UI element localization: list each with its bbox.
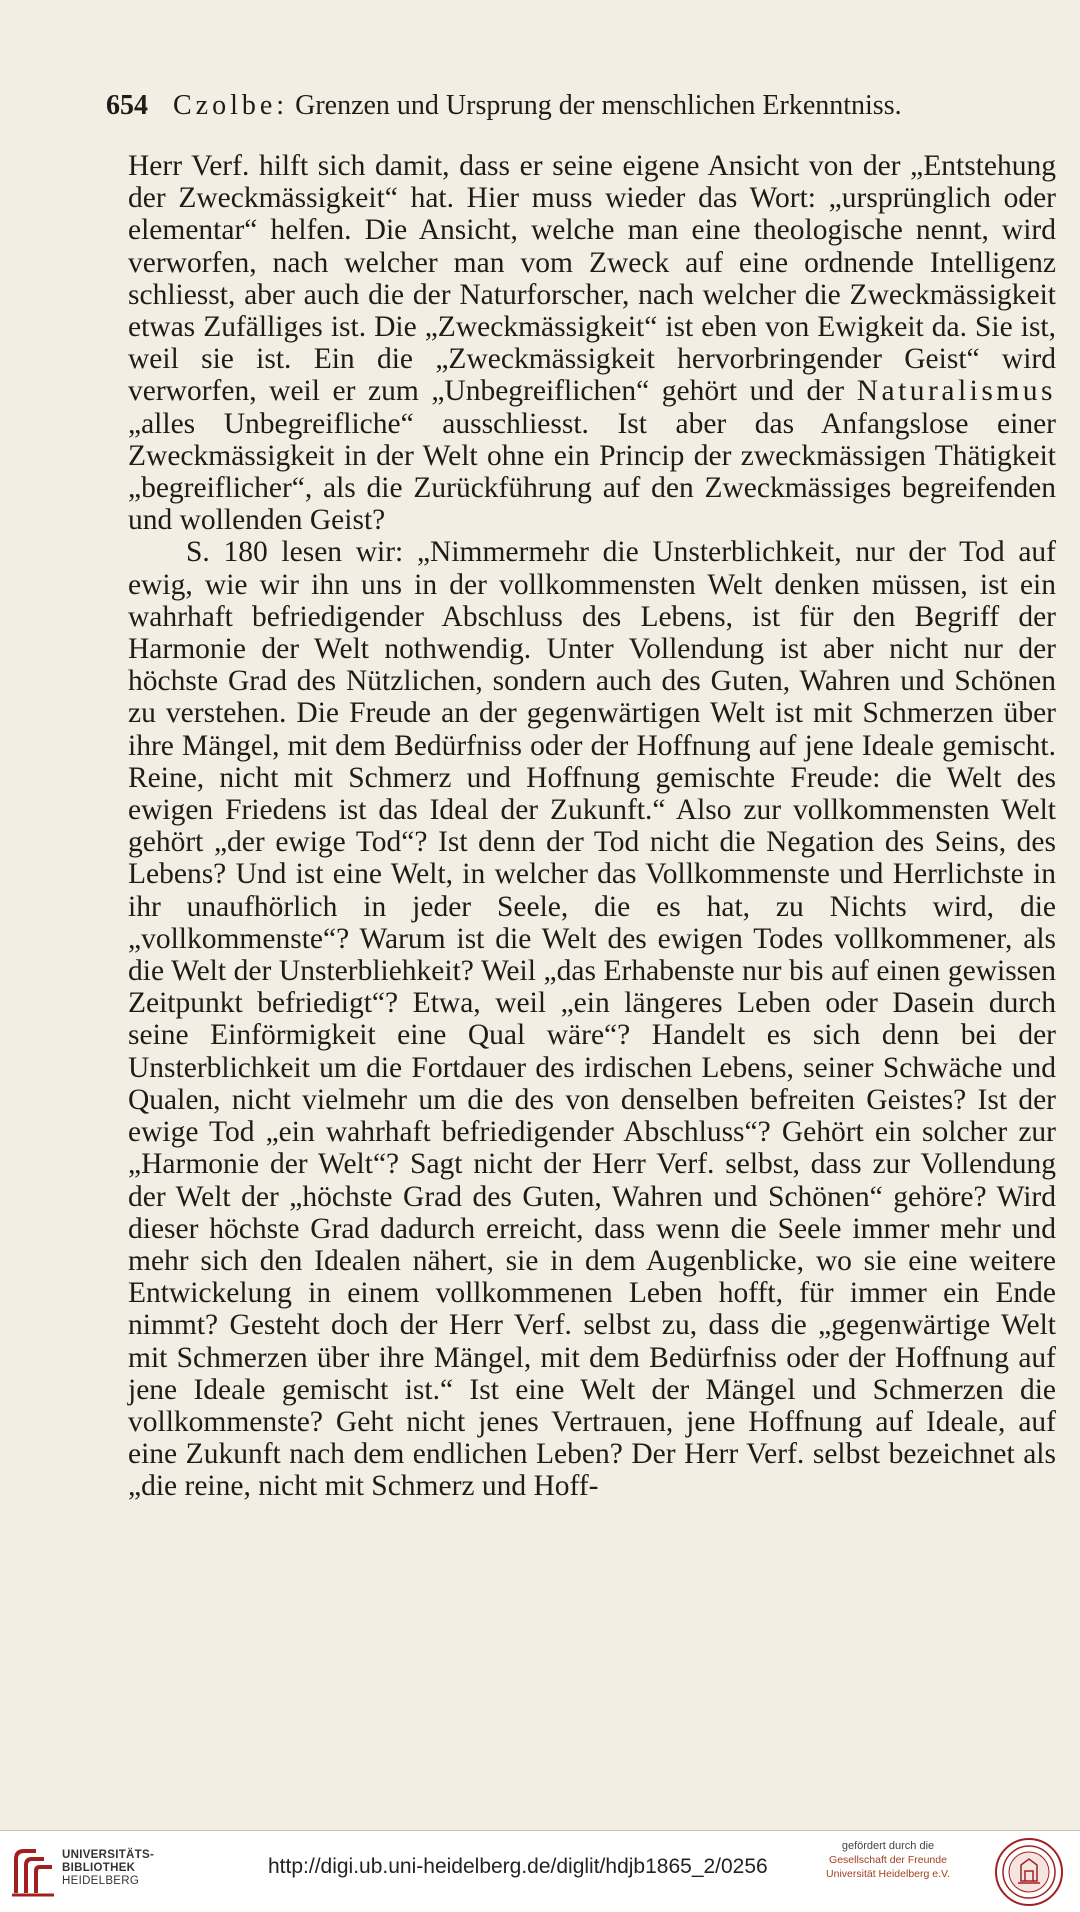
footer-bar (0, 1830, 1080, 1912)
text-segment: „alles Unbegreifliche“ ausschliesst. Ist aber das Anfangslose einer Zweckmässigkeit in der Welt ohne ein Princip der zweckmässigen Thätigkeit „begreiflicher“, als die Zurückführung auf den Zweckmässiges begreifenden und wollenden Geist? (128, 407, 1056, 537)
paragraph (128, 536, 1056, 1502)
page-number: 654 (106, 90, 148, 121)
header-title: Grenzen und Ursprung der menschlichen Erkenntniss. (295, 90, 902, 121)
university-seal-icon (994, 1837, 1064, 1907)
body-text (128, 150, 1056, 1503)
header-author: Czolbe: (173, 90, 289, 121)
text-segment: S. 180 lesen wir: „Nimmermehr die Unsterblichkeit, nur der Tod auf ewig, wie wir ihn uns in der vollkommensten Welt denken müssen, ist ein wahrhaft befriedigender Abschluss des Lebens, ist für den Begriff der Harmonie der Welt nothwendig. Unter Vollendung ist aber nicht nur der höchste Grad des Nützlichen, sondern auch des Guten, Wahren und Schönen zu verstehen. Die Freude an der gegenwärtigen Welt ist mit Schmerzen über ihre Mängel, mit dem Bedürfniss oder der Hoffnung auf jene Ideale gemischt. Reine, nicht mit Schmerz und Hoffnung gemischte Freude: die Welt des ewigen Friedens ist das Ideal der Zukunft.“ Also zur vollkommensten Welt gehört „der ewige Tod“? Ist denn der Tod nicht die Negation des Seins, des Lebens? Und ist eine Welt, in welcher das Vollkommenste und Herrlichste in ihr unaufhörlich in jeder Seele, die es hat, zu Nichts wird, die „vollkommenste“? Warum ist die Welt des ewigen Todes vollkommener, als die Welt der Unsterbliehkeit? Weil „das Erhabenste nur bis auf einen gewissen Zeitpunkt befriedigt“? Etwa, weil „ein längeres Leben oder Dasein durch seine Einförmigkeit eine Qual wäre“? Handelt es sich denn bei der Unsterblichkeit um die Fortdauer des irdischen Lebens, seiner Schwäche und Qualen, nicht vielmehr um die des von denselben befreiten Geistes? Ist der ewige Tod „ein wahrhaft befriedigender Abschluss“? Gehört ein solcher zur „Harmonie der Welt“? Sagt nicht der Herr Verf. selbst, dass zur Vollendung der Welt der „höchste Grad des Guten, Wahren und Schönen“ gehöre? Wird dieser höchste Grad dadurch erreicht, dass wenn die Seele immer mehr und mehr sich den Idealen nähert, sie in dem Augenblicke, wo sie eine weitere Entwickelung in einem vollkommenen Leben hofft, für immer ein Ende nimmt? Gesteht doch der Herr Verf. selbst zu, dass die „gegenwärtige Welt mit Schmerzen über ihre Mängel, mit dem Bedürfniss oder der Hoffnung auf jene Ideale gemischt ist.“ Ist eine Welt der Mängel und Schmerzen die vollkommenste? Geht nicht jenes Vertrauen, jene Hoffnung auf Ideale, auf eine Zukunft nach dem endlichen Leben? Der Herr Verf. selbst bezeichnet als „die reine, nicht mit Schmerz und Hoff- (128, 536, 1056, 1503)
library-name: UNIVERSITÄTS- BIBLIOTHEK HEIDELBERG (62, 1849, 155, 1887)
university-library-logo-icon (10, 1845, 56, 1899)
permalink-url[interactable]: http://digi.ub.uni-heidelberg.de/diglit/hdjb1865_2/0256 (268, 1855, 768, 1878)
text-segment: Herr Verf. hilft sich damit, dass er seine eigene Ansicht von der „Entstehung der Zweckmässigkeit“ hat. Hier muss wieder das Wort: „ursprünglich oder elementar“ helfen. Die Ansicht, welche man eine theologische nennt, wird verworfen, nach welcher man vom Zweck auf eine ordnende Intelligenz schliesst, aber auch die der Naturforscher, nach welcher die Zweckmässigkeit etwas Zufälliges ist. Die „Zweckmässigkeit“ ist eben von Ewigkeit da. Sie ist, weil sie ist. Ein die „Zweckmässigkeit hervorbringender Geist“ wird verworfen, weil er zum „Unbegreiflichen“ gehört und der (128, 150, 1056, 408)
running-header (106, 90, 986, 122)
sponsor-credit: gefördert durch die Gesellschaft der Freunde Universität Heidelberg e.V. (826, 1840, 950, 1880)
spaced-emphasis: Naturalismus (856, 375, 1056, 408)
paragraph (128, 150, 1056, 536)
